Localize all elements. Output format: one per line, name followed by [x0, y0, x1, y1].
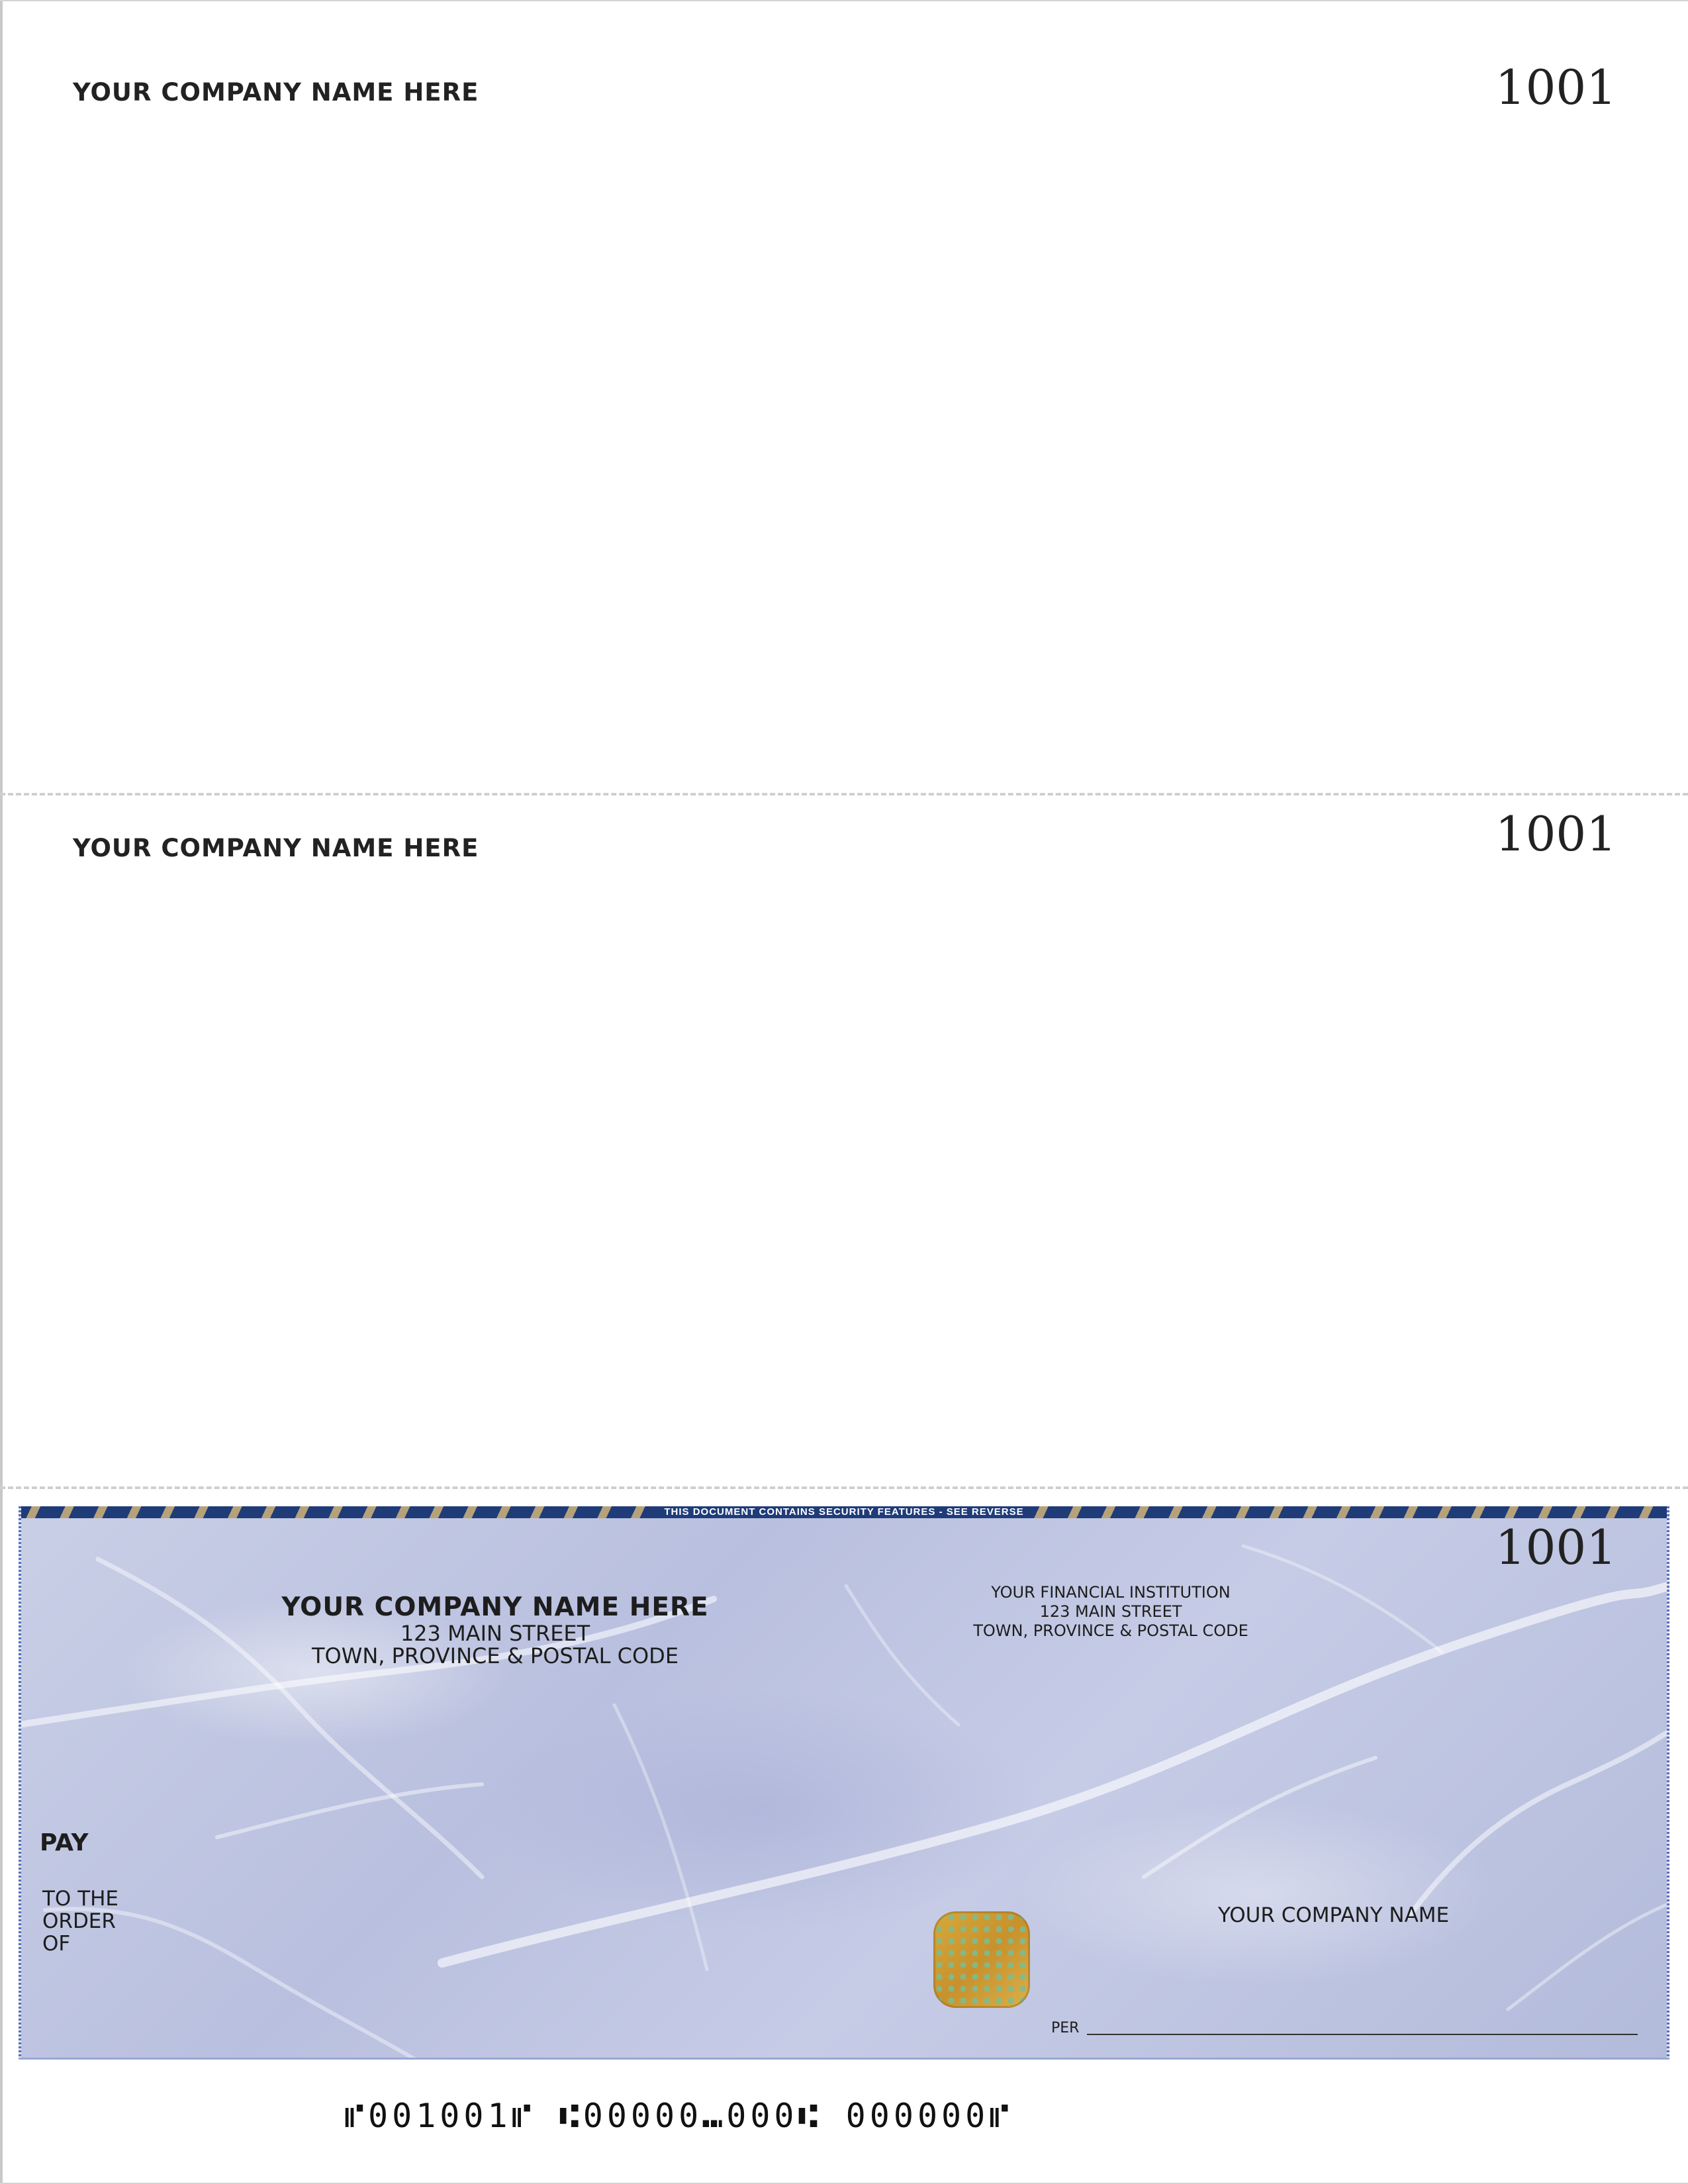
stub1-company-name: YOUR COMPANY NAME HERE [73, 78, 479, 107]
cheque-bottom-border [19, 2058, 1669, 2060]
security-hologram-icon [933, 1911, 1030, 2008]
stub1-check-number: 1001 [1495, 60, 1617, 115]
order-label [42, 1888, 118, 1955]
order-label-line: ORDER [42, 1909, 116, 1933]
bank-name: YOUR FINANCIAL INSTITUTION [991, 1583, 1231, 1602]
payer-city: TOWN, PROVINCE & POSTAL CODE [311, 1643, 679, 1668]
bank-street: 123 MAIN STREET [1039, 1602, 1182, 1621]
microprint-border-right [1667, 1506, 1669, 2060]
page-edge-top [0, 0, 1688, 1]
perforation-line [0, 793, 1688, 796]
cheque [19, 1506, 1669, 2060]
order-label-line: OF [42, 1932, 71, 1956]
security-banner-text: THIS DOCUMENT CONTAINS SECURITY FEATURES - SEE REVERSE [655, 1506, 1033, 1518]
bank-city: TOWN, PROVINCE & POSTAL CODE [973, 1621, 1248, 1640]
payer-name: YOUR COMPANY NAME HERE [281, 1592, 709, 1622]
order-label-line: TO THE [42, 1887, 119, 1911]
signature-line [1087, 2034, 1638, 2035]
page-edge [0, 0, 3, 2184]
cheque-check-number: 1001 [1495, 1520, 1617, 1575]
stub2-check-number: 1001 [1495, 806, 1617, 862]
security-band [19, 1506, 1669, 1518]
stub2-company-name: YOUR COMPANY NAME HERE [73, 834, 479, 862]
signature-company-name: YOUR COMPANY NAME [1218, 1903, 1450, 1927]
perforation-line [0, 1486, 1688, 1489]
per-label: PER [1051, 2020, 1080, 2036]
payer-block [277, 1592, 714, 1667]
microprint-border-left [19, 1506, 21, 2060]
micr-line: ⑈001001⑈ ⑆00000⑉000⑆ 000000⑈ [344, 2097, 1013, 2135]
marble-texture [19, 1506, 1669, 2060]
pay-label: PAY [40, 1829, 89, 1856]
payer-street: 123 MAIN STREET [400, 1621, 590, 1646]
bank-block [945, 1583, 1276, 1641]
